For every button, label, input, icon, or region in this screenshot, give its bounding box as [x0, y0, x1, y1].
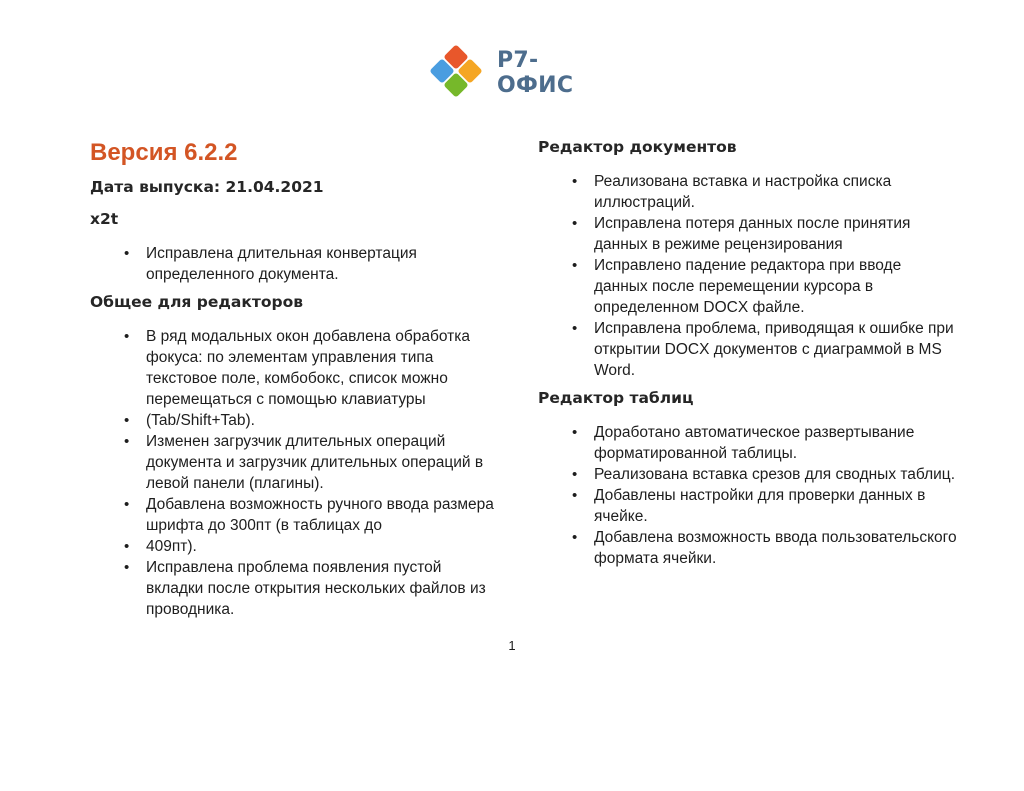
- section-heading-common: Общее для редакторов: [90, 293, 304, 311]
- tables-editor-list: [538, 422, 958, 569]
- list-item: • Исправлена длительная конвертация определенного документа.: [90, 243, 500, 285]
- page-number: 1: [508, 638, 516, 653]
- list-item: • В ряд модальных окон добавлена обработка фокуса: по элементам управления типа текстовое поле, комбобокс, список можно перемещаться с помощью клавиатуры: [90, 326, 500, 410]
- list-item: • Реализована вставка и настройка списка иллюстраций.: [538, 171, 958, 213]
- list-item: • Исправлена проблема появления пустой вкладки после открытия нескольких файлов из проводника.: [90, 557, 500, 620]
- list-item: • Исправлена потеря данных после принятия данных в режиме рецензирования: [538, 213, 958, 255]
- r7-office-logo: [427, 44, 605, 102]
- list-item: • 409пт).: [90, 536, 500, 557]
- list-item: • Исправлено падение редактора при вводе данных после перемещении курсора в определенном DOCX файле.: [538, 255, 958, 318]
- section-heading-docs-editor: Редактор документов: [538, 138, 737, 156]
- list-item: • Добавлена возможность ввода пользовательского формата ячейки.: [538, 527, 958, 569]
- section-heading-x2t: x2t: [90, 210, 119, 228]
- x2t-list: [90, 243, 500, 285]
- version-title: Версия 6.2.2: [90, 139, 238, 166]
- list-item: • (Tab/Shift+Tab).: [90, 410, 500, 431]
- list-item: • Исправлена проблема, приводящая к ошибке при открытии DOCX документов с диаграммой в MS Word.: [538, 318, 958, 381]
- list-item: • Добавлены настройки для проверки данных в ячейке.: [538, 485, 958, 527]
- common-list: [90, 326, 500, 620]
- logo-text: Р7-ОФИС: [497, 48, 574, 98]
- r7-logo-icon: [427, 44, 489, 102]
- left-column: [90, 130, 500, 629]
- section-heading-tables-editor: Редактор таблиц: [538, 389, 694, 407]
- right-column: [538, 136, 958, 578]
- list-item: • Реализована вставка срезов для сводных таблиц.: [538, 464, 958, 485]
- list-item: • Изменен загрузчик длительных операций документа и загрузчик длительных операций в левой панели (плагины).: [90, 431, 500, 494]
- release-date: Дата выпуска: 21.04.2021: [90, 178, 324, 196]
- list-item: • Добавлена возможность ручного ввода размера шрифта до 300пт (в таблицах до: [90, 494, 500, 536]
- list-item: • Доработано автоматическое развертывание форматированной таблицы.: [538, 422, 958, 464]
- docs-editor-list: [538, 171, 958, 381]
